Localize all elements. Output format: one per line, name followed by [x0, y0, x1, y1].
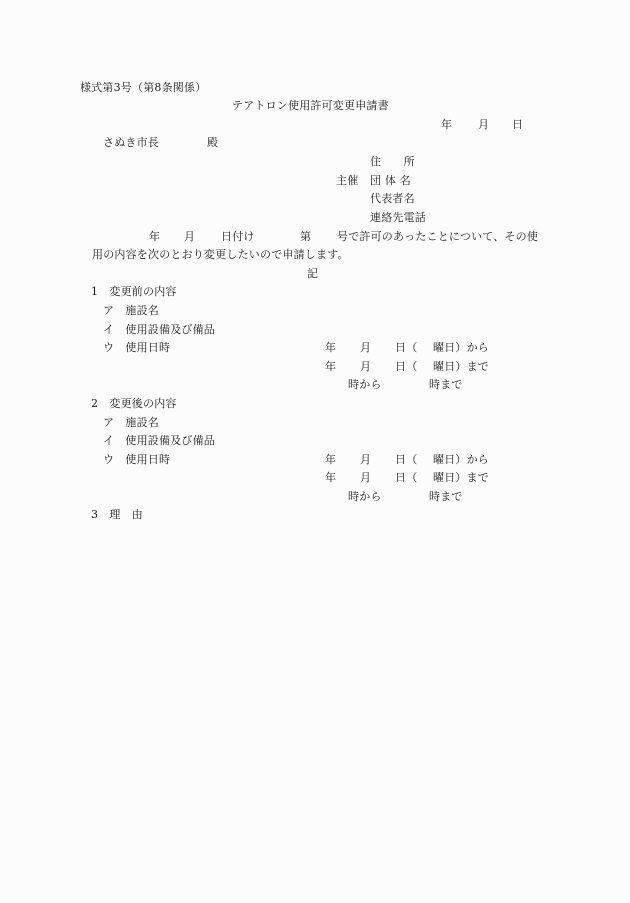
section-reason-heading: 3 理 由 — [91, 508, 143, 521]
phone-label: 連絡先電話 — [370, 211, 426, 224]
body-day-suffix: 日付け — [221, 230, 255, 243]
to-day: 日（ — [395, 471, 418, 484]
body-month: 月 — [184, 230, 196, 243]
to-day: 日（ — [395, 360, 418, 373]
document-title: テアトロン使用許可変更申請書 — [232, 99, 389, 112]
to-weekday: 曜日）まで — [433, 471, 489, 484]
body-line2: 用の内容を次のとおり変更したいので申請します。 — [92, 248, 349, 261]
from-month: 月 — [360, 341, 372, 354]
address-label: 住 所 — [370, 155, 415, 168]
item-usage-datetime: ウ 使用日時 — [103, 453, 171, 466]
representative-label: 代表者名 — [370, 192, 415, 205]
time-to: 時まで — [429, 490, 463, 503]
item-equipment: イ 使用設備及び備品 — [103, 323, 215, 336]
body-year: 年 — [149, 230, 161, 243]
from-month: 月 — [360, 453, 372, 466]
item-usage-datetime: ウ 使用日時 — [103, 341, 171, 354]
to-year: 年 — [325, 360, 337, 373]
to-month: 月 — [360, 360, 372, 373]
body-dai: 第 — [300, 230, 312, 243]
from-day: 日（ — [395, 341, 418, 354]
form-number: 様式第3号（第8条関係） — [80, 81, 207, 94]
from-weekday: 曜日）から — [433, 341, 489, 354]
to-year: 年 — [325, 471, 337, 484]
from-year: 年 — [325, 453, 337, 466]
group-name-label: 団 体 名 — [370, 174, 411, 187]
date-month-label: 月 — [478, 118, 490, 131]
date-day-label: 日 — [512, 118, 524, 131]
to-weekday: 曜日）まで — [433, 360, 489, 373]
from-weekday: 曜日）から — [433, 453, 489, 466]
time-from: 時から — [348, 490, 382, 503]
item-facility-name: ア 施設名 — [103, 416, 159, 429]
item-equipment: イ 使用設備及び備品 — [103, 434, 215, 447]
time-from: 時から — [348, 378, 382, 391]
section-heading: 1 変更前の内容 — [91, 285, 177, 298]
addressee-honorific: 殿 — [207, 136, 219, 149]
item-facility-name: ア 施設名 — [103, 304, 159, 317]
body-line1-rest: 号で許可のあったことについて、その使 — [337, 230, 539, 243]
ki-heading: 記 — [307, 267, 319, 280]
organizer-label: 主催 — [336, 174, 359, 187]
from-year: 年 — [325, 341, 337, 354]
from-day: 日（ — [395, 453, 418, 466]
to-month: 月 — [360, 471, 372, 484]
date-year-label: 年 — [441, 118, 453, 131]
addressee-name: さぬき市長 — [103, 136, 159, 149]
time-to: 時まで — [429, 378, 463, 391]
section-heading: 2 変更後の内容 — [91, 397, 177, 410]
